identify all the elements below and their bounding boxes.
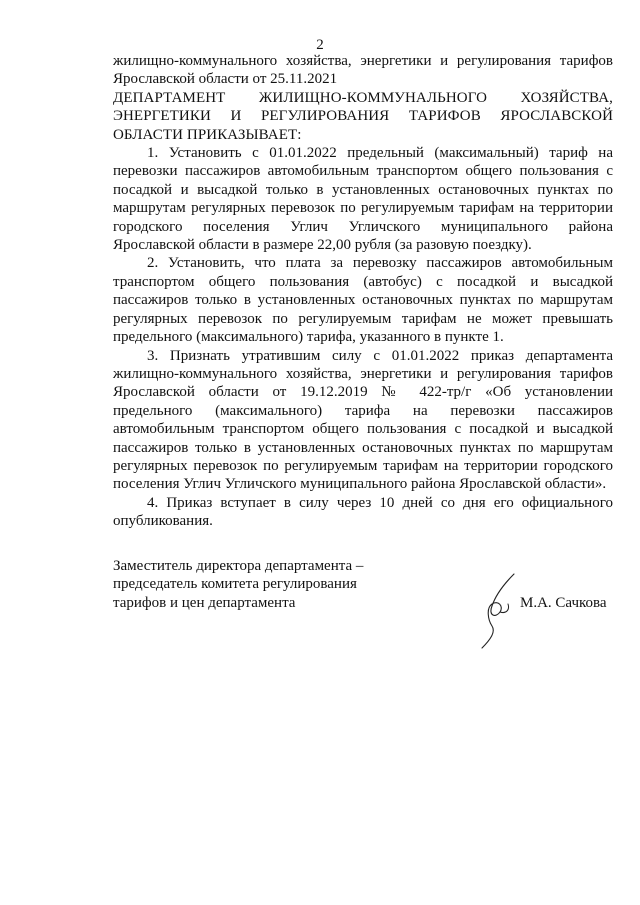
order-item-1: 1. Установить с 01.01.2022 предельный (максимальный) тариф на перевозки пассажиров автомобильным транспортом общего пользования с посадкой и высадкой только в установленных остановочных пунктах по маршрутам регулярных перевозок по регулируемым тарифам на территории городского поселения Углич Угличского муниципального района Ярославской области в размере 22,00 рубля (за разовую поездку). [113,145,613,254]
order-item-3: 3. Признать утратившим силу с 01.01.2022 приказ департамента жилищно-коммунального хозяйства, энергетики и регулирования тарифов Ярославской области от 19.12.2019 № 422-тр/г «Об установлении предельного (максимального) тарифа на перевозки пассажиров автомобильным транспортом общего пользования с посадкой и высадкой пассажиров только в установленных остановочных пунктах по маршрутам регулярных перевозок по регулируемым тарифам на территории городского поселения Углич Угличского муниципального района Ярославской области». [113,347,613,493]
signatory-name: М.А. Сачкова [520,595,607,611]
handwritten-signature [470,570,526,652]
signatory-position [113,557,413,612]
document-body [113,52,613,531]
order-item-2: 2. Установить, что плата за перевозку пассажиров автомобильным транспортом общего пользования (автобус) с посадкой и высадкой пассажиров только в установленных остановочных пунктах по маршрутам регулярных перевозок по регулируемым тарифам не может превышать предельного (максимального) тарифа, указанного в пункте 1. [113,255,613,346]
signatory-position-line: Заместитель директора департамента – [113,558,364,574]
order-heading: ДЕПАРТАМЕНТ ЖИЛИЩНО-КОММУНАЛЬНОГО ХОЗЯЙСТВА, ЭНЕРГЕТИКИ И РЕГУЛИРОВАНИЯ ТАРИФОВ ЯРОСЛАВСКОЙ ОБЛАСТИ ПРИКАЗЫВАЕТ: [113,89,613,143]
page-number: 2 [316,37,324,53]
signatory-position-line: тарифов и цен департамента [113,594,296,611]
intro-paragraph: жилищно-коммунального хозяйства, энергетики и регулирования тарифов Ярославской области от 25.11.2021 [113,53,613,88]
signatory-position-line: председатель комитета регулирования [113,576,357,593]
order-item-4: 4. Приказ вступает в силу через 10 дней со дня его официального опубликования. [113,494,613,530]
